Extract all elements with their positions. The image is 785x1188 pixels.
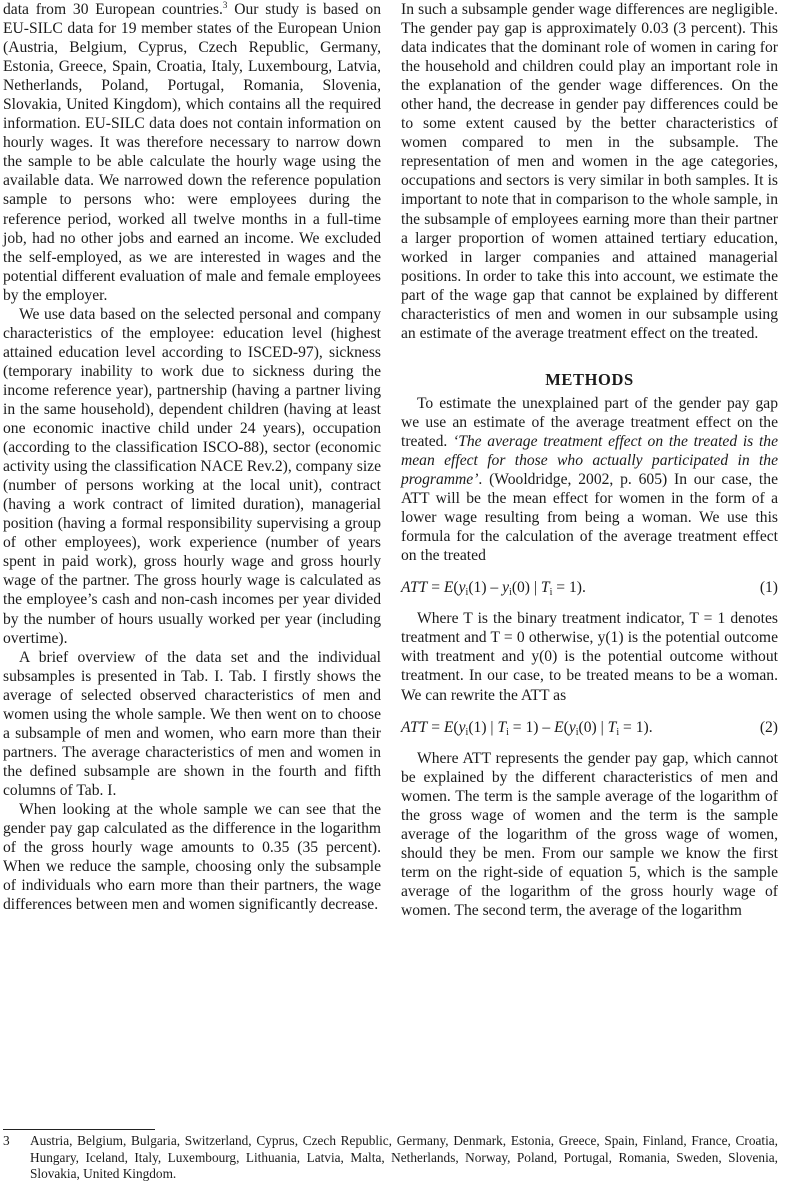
paragraph-characteristics: We use data based on the selected personal and company characteristics of the employee: education level (highest attained education level according to ISCED-97), sickness (temporary inability to work due to sickness during the income reference year), partnership (having a partner living in the same household), dependent children (having at least one economic inactive child under 24 years), occupation (according to the classification ISCO-88), sector (economic activity using the classification NACE Rev.2), company size (number of persons working at the local unit), contract (having a work contract of limited duration), managerial position (having a formal responsibility supervising a group of other employees), work experience (number of years spent in paid work), gross hourly wage and gross hourly wage of the partner. The gross hourly wage is calculated as the employee’s cash and non-cash incomes per year divided by the number of hours usually worked per year (including overtime). xyxy=(3,305,381,647)
eq-subscript: i xyxy=(465,726,469,738)
eq-operator: = 1). xyxy=(619,718,653,736)
eq-symbol: y xyxy=(502,579,510,597)
equation-2-expression xyxy=(401,718,653,737)
eq-operator: ( xyxy=(563,718,569,736)
eq-symbol: ATT xyxy=(401,718,428,736)
eq-operator: = xyxy=(427,718,444,736)
eq-operator: ( xyxy=(453,718,459,736)
eq-symbol: T xyxy=(497,718,507,736)
right-column xyxy=(401,0,778,920)
equation-1-number: (1) xyxy=(759,579,778,597)
paragraph-text: Our study is based on EU-SILC data for 19 member states of the European Union (Austria, Belgium, Cyprus, Czech Republic, Germany, Estonia, Greece, Spain, Croatia, Italy, Luxembourg, Latvia, Netherlands, Poland, Portugal, Romania, Slovenia, Slovakia, United Kingdom), which contains all the required information. EU-SILC data does not contain information on hourly wages. It was therefore necessary to narrow down the sample to be able calculate the hourly wage using the available data. We narrowed down the reference population sample to persons who: were employees during the reference period, worked all twelve months in a full-time job, had no other jobs and earned an income. We excluded the self-employed, as we are interested in wages and the potential different evaluation of male and female employees by the employer. xyxy=(3,1,381,304)
paragraph-overview: A brief overview of the data set and the individual subsamples is presented in Tab. I. Tab. I firstly shows the average of selected observed characteristics of men and women using the whole sample. We then went on to choose a subsample of men and women, who earn more than their partners. The average characteristics of men and women in the defined subsample are shown in the fourth and fifth columns of Tab. I. xyxy=(3,648,381,799)
section-heading-methods: METHODS xyxy=(545,369,634,389)
eq-operator: = 1) – xyxy=(508,718,555,736)
footnote xyxy=(3,1133,778,1183)
eq-subscript: i xyxy=(509,587,512,599)
footnote-number: 3 xyxy=(3,1133,10,1148)
eq-subscript: i xyxy=(549,587,553,599)
eq-symbol: T xyxy=(607,718,617,736)
eq-operator: (1) | xyxy=(468,718,498,736)
eq-operator: (0) | xyxy=(511,579,541,597)
eq-symbol: T xyxy=(540,579,550,597)
paragraph-text: To estimate the unexplained part of the gender pay gap we use an estimate of the average treatment effect on the treated. xyxy=(401,394,778,450)
paragraph-data-source xyxy=(3,0,381,305)
eq-symbol: E xyxy=(443,718,454,736)
eq-subscript: i xyxy=(616,726,620,738)
eq-subscript: i xyxy=(506,726,509,738)
eq-symbol: y xyxy=(568,718,576,736)
footnote-text: Austria, Belgium, Bulgaria, Switzerland, Cyprus, Czech Republic, Germany, Denmark, Estonia, Greece, Spain, Finland, France, Croatia, Hungary, Iceland, Italy, Luxembourg, Lithuania, Latvia, Malta, Netherlands, Norway, Poland, Portugal, Romania, Sweden, Slovenia, Slovakia, United Kingdom. xyxy=(30,1133,778,1182)
eq-operator: ( xyxy=(453,579,459,597)
equation-1-expression xyxy=(401,578,586,597)
paragraph-methods-intro xyxy=(401,394,778,565)
eq-operator: (1) – xyxy=(468,579,503,597)
paragraph-subsample: In such a subsample gender wage differences are negligible. The gender pay gap is approximately 0.03 (3 percent). This data indicates that the dominant role of women in caring for the household and children could play an important role in the explanation of the gender wage differences. On the other hand, the decrease in gender pay differences could be to some extent caused by the better characteristics of women compared to men in the subsample. The representation of men and women in the age categories, occupations and sectors is very similar in both samples. It is important to note that in comparison to the whole sample, in the subsample of employees earning more than their partner a larger proportion of women attained tertiary education, worked in larger companies and attained managerial positions. In order to take this into account, we estimate the part of the wage gap that cannot be explained by different characteristics of men and women in our subsample using an estimate of the average treatment effect on the treated. xyxy=(401,1,778,342)
equation-2 xyxy=(401,718,778,737)
paragraph-treatment: Where T is the binary treatment indicator, T = 1 denotes treatment and T = 0 otherwise, y(1) is the potential outcome with treatment and y(0) is the potential outcome without treatment. In our case, to be treated means to be a woman. We can rewrite the ATT as xyxy=(401,610,778,704)
eq-operator: = 1). xyxy=(552,579,586,597)
eq-subscript: i xyxy=(465,587,469,599)
paragraph-att-explanation: Where ATT represents the gender pay gap, which cannot be explained by the different characteristics of men and women. The term is the sample average of the logarithm of the gross wage of women and the term is the sample average of the logarithm of the gross wage of women, should they be men. From our sample we know the first term on the right-side of equation 5, which is the sample average of the logarithm of the gross hourly wage of women. The second term, the average of the logarithm xyxy=(401,749,778,919)
footnote-divider xyxy=(3,1129,155,1130)
equation-2-number: (2) xyxy=(759,718,778,736)
equation-1 xyxy=(401,578,778,597)
left-column xyxy=(3,0,381,914)
eq-symbol: ATT xyxy=(401,579,428,597)
quote-wooldridge: ‘The average treatment effect on the treated is the mean effect for those who actually participated in the programme’ xyxy=(401,432,778,489)
paragraph-whole-sample: When looking at the whole sample we can see that the gender pay gap calculated as the difference in the logarithm of the gross hourly wage amounts to 0.35 (35 percent). When we reduce the sample, choosing only the subsample of individuals who earn more than their partners, the wage differences between men and women significantly decrease. xyxy=(3,800,381,914)
footnote-marker[interactable]: 3 xyxy=(222,0,228,10)
paragraph-text: . (Wooldridge, 2002, p. 605) In our case, the ATT will be the mean effect for women in the form of a lower wage resulting from being a woman. We use this formula for the calculation of the average treatment effect on the treated xyxy=(401,471,778,565)
eq-symbol: y xyxy=(458,718,466,736)
eq-operator: (0) | xyxy=(578,718,608,736)
paragraph-text: data from 30 European countries. xyxy=(3,1,223,18)
eq-symbol: E xyxy=(554,718,564,736)
eq-subscript: i xyxy=(575,726,579,738)
eq-symbol: y xyxy=(458,579,466,597)
eq-symbol: E xyxy=(443,579,454,597)
eq-operator: = xyxy=(427,579,444,597)
